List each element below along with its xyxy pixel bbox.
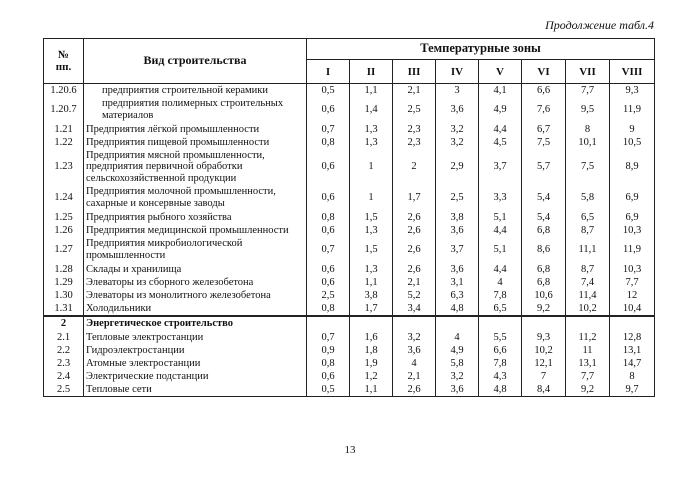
zone-value: 6,6 bbox=[479, 344, 522, 357]
zone-value: 2,5 bbox=[436, 185, 479, 211]
construction-kind: Предприятия пищевой промышленности bbox=[84, 136, 307, 149]
zone-value: 3,8 bbox=[436, 211, 479, 224]
zone-value: 2,3 bbox=[393, 123, 436, 136]
construction-kind: Холодильники bbox=[84, 302, 307, 316]
zone-value: 0,8 bbox=[307, 302, 350, 316]
zone-value: 13,1 bbox=[566, 357, 610, 370]
zone-value: 8,6 bbox=[522, 237, 566, 263]
zone-value: 3,2 bbox=[436, 370, 479, 383]
zone-value: 3,6 bbox=[393, 344, 436, 357]
zone-value: 1,3 bbox=[350, 224, 393, 237]
table-row bbox=[44, 149, 655, 185]
zone-value: 0,6 bbox=[307, 149, 350, 185]
zone-value: 1,5 bbox=[350, 237, 393, 263]
row-number: 1.22 bbox=[44, 136, 84, 149]
row-number: 1.26 bbox=[44, 224, 84, 237]
zone-value: 8,4 bbox=[522, 383, 566, 397]
column-header-number-line2: пп. bbox=[55, 61, 72, 73]
zone-value: 7,7 bbox=[566, 84, 610, 98]
construction-kind: Тепловые сети bbox=[84, 383, 307, 397]
zone-value: 8 bbox=[610, 370, 655, 383]
zone-value: 5,4 bbox=[522, 185, 566, 211]
table-row bbox=[44, 357, 655, 370]
zone-value: 3,7 bbox=[436, 237, 479, 263]
zone-value: 0,5 bbox=[307, 383, 350, 397]
zone-header: IV bbox=[436, 60, 479, 84]
zone-value: 2,6 bbox=[393, 263, 436, 276]
construction-kind: Предприятия молочной промышленности, сахарные и консервные заводы bbox=[84, 185, 307, 211]
zone-value: 4,4 bbox=[479, 263, 522, 276]
table-row bbox=[44, 383, 655, 397]
row-number: 2 bbox=[44, 316, 84, 331]
zone-value: 4,9 bbox=[479, 97, 522, 123]
row-number: 1.30 bbox=[44, 289, 84, 302]
zone-value: 7,6 bbox=[522, 97, 566, 123]
construction-kind: предприятия полимерных строительных материалов bbox=[84, 97, 307, 123]
zone-value: 6,8 bbox=[522, 224, 566, 237]
construction-kind: Предприятия лёгкой промышленности bbox=[84, 123, 307, 136]
zone-value: 2,5 bbox=[393, 97, 436, 123]
zone-value: 5,4 bbox=[522, 211, 566, 224]
zone-value: 3,3 bbox=[479, 185, 522, 211]
zone-value: 12 bbox=[610, 289, 655, 302]
table-body bbox=[44, 84, 655, 397]
zone-value: 6,3 bbox=[436, 289, 479, 302]
table-row bbox=[44, 263, 655, 276]
row-number: 1.27 bbox=[44, 237, 84, 263]
zone-value: 11,1 bbox=[566, 237, 610, 263]
zone-value: 1,3 bbox=[350, 263, 393, 276]
zone-value: 0,5 bbox=[307, 84, 350, 98]
zone-value: 6,8 bbox=[522, 263, 566, 276]
zone-value: 0,9 bbox=[307, 344, 350, 357]
zone-value: 2,3 bbox=[393, 136, 436, 149]
zone-value: 14,7 bbox=[610, 357, 655, 370]
construction-kind: Предприятия медицинской промышленности bbox=[84, 224, 307, 237]
zone-value: 10,3 bbox=[610, 263, 655, 276]
zone-value: 0,6 bbox=[307, 224, 350, 237]
row-number: 1.28 bbox=[44, 263, 84, 276]
zone-value: 8,9 bbox=[610, 149, 655, 185]
zone-value: 1,3 bbox=[350, 123, 393, 136]
zone-value: 7 bbox=[522, 370, 566, 383]
zone-value: 4,4 bbox=[479, 224, 522, 237]
zone-value: 7,8 bbox=[479, 357, 522, 370]
column-header-kind: Вид строительства bbox=[84, 39, 307, 84]
row-number: 2.5 bbox=[44, 383, 84, 397]
zone-value: 6,9 bbox=[610, 211, 655, 224]
zone-value: 3,2 bbox=[393, 331, 436, 344]
zone-value: 2,6 bbox=[393, 224, 436, 237]
zone-value: 1,7 bbox=[350, 302, 393, 316]
table-row bbox=[44, 289, 655, 302]
zone-value: 8 bbox=[566, 123, 610, 136]
row-number: 2.2 bbox=[44, 344, 84, 357]
zone-value: 5,1 bbox=[479, 211, 522, 224]
zone-value: 0,7 bbox=[307, 123, 350, 136]
row-number: 2.1 bbox=[44, 331, 84, 344]
zone-value: 4,4 bbox=[479, 123, 522, 136]
zone-value: 2,1 bbox=[393, 370, 436, 383]
row-number: 1.31 bbox=[44, 302, 84, 316]
row-number: 2.3 bbox=[44, 357, 84, 370]
zone-value: 3 bbox=[436, 84, 479, 98]
construction-kind: Тепловые электростанции bbox=[84, 331, 307, 344]
zone-value: 3,6 bbox=[436, 383, 479, 397]
row-number: 1.23 bbox=[44, 149, 84, 185]
zone-value: 2,1 bbox=[393, 84, 436, 98]
zone-value: 7,8 bbox=[479, 289, 522, 302]
zone-value: 3,2 bbox=[436, 123, 479, 136]
zone-value: 6,5 bbox=[566, 211, 610, 224]
zone-value: 6,6 bbox=[522, 84, 566, 98]
zone-value: 0,6 bbox=[307, 263, 350, 276]
row-number: 1.20.6 bbox=[44, 84, 84, 98]
zone-value: 6,5 bbox=[479, 302, 522, 316]
table-row bbox=[44, 237, 655, 263]
zone-value: 4,8 bbox=[479, 383, 522, 397]
row-number: 1.25 bbox=[44, 211, 84, 224]
table-row bbox=[44, 370, 655, 383]
zone-value: 7,7 bbox=[566, 370, 610, 383]
zone-value: 3,4 bbox=[393, 302, 436, 316]
zone-value: 1,6 bbox=[350, 331, 393, 344]
zone-value: 4,5 bbox=[479, 136, 522, 149]
zone-value: 1,7 bbox=[393, 185, 436, 211]
construction-kind: Элеваторы из сборного железобетона bbox=[84, 276, 307, 289]
zone-value: 2,6 bbox=[393, 211, 436, 224]
zone-value: 9 bbox=[610, 123, 655, 136]
zone-value: 1,4 bbox=[350, 97, 393, 123]
zone-header: VI bbox=[522, 60, 566, 84]
zone-value: 7,5 bbox=[522, 136, 566, 149]
zone-value: 2,9 bbox=[436, 149, 479, 185]
zone-value: 10,3 bbox=[610, 224, 655, 237]
zone-value: 6,9 bbox=[610, 185, 655, 211]
zone-value: 2,1 bbox=[393, 276, 436, 289]
zone-value bbox=[610, 316, 655, 331]
zone-header: VIII bbox=[610, 60, 655, 84]
zone-value: 4,3 bbox=[479, 370, 522, 383]
row-number: 1.29 bbox=[44, 276, 84, 289]
zone-value: 11,9 bbox=[610, 237, 655, 263]
table-row bbox=[44, 84, 655, 98]
zone-value: 0,6 bbox=[307, 370, 350, 383]
zone-value: 0,8 bbox=[307, 357, 350, 370]
zone-value: 2,6 bbox=[393, 237, 436, 263]
zone-value bbox=[566, 316, 610, 331]
zone-value: 4 bbox=[393, 357, 436, 370]
table-row bbox=[44, 224, 655, 237]
zone-value bbox=[307, 316, 350, 331]
zone-value: 11,9 bbox=[610, 97, 655, 123]
zone-value: 13,1 bbox=[610, 344, 655, 357]
zone-value: 8,7 bbox=[566, 224, 610, 237]
temperature-zones-table bbox=[43, 38, 655, 397]
row-number: 1.20.7 bbox=[44, 97, 84, 123]
table-row bbox=[44, 97, 655, 123]
zone-value: 3,6 bbox=[436, 263, 479, 276]
zone-value: 10,1 bbox=[566, 136, 610, 149]
zone-value: 1,1 bbox=[350, 84, 393, 98]
page-number: 13 bbox=[344, 444, 356, 456]
construction-kind: Склады и хранилища bbox=[84, 263, 307, 276]
table-row bbox=[44, 211, 655, 224]
zone-value: 1,1 bbox=[350, 276, 393, 289]
zone-value: 1,5 bbox=[350, 211, 393, 224]
row-number: 1.24 bbox=[44, 185, 84, 211]
zone-value: 7,7 bbox=[610, 276, 655, 289]
zone-value: 9,2 bbox=[522, 302, 566, 316]
zone-value: 0,6 bbox=[307, 276, 350, 289]
zone-value: 11,4 bbox=[566, 289, 610, 302]
zone-value: 1,8 bbox=[350, 344, 393, 357]
table-row bbox=[44, 276, 655, 289]
zone-value: 2 bbox=[393, 149, 436, 185]
zone-value: 5,2 bbox=[393, 289, 436, 302]
table-row bbox=[44, 136, 655, 149]
construction-kind: Электрические подстанции bbox=[84, 370, 307, 383]
zone-value: 7,4 bbox=[566, 276, 610, 289]
zone-header: III bbox=[393, 60, 436, 84]
zone-value: 0,6 bbox=[307, 97, 350, 123]
construction-kind: Предприятия мясной промышленности, предприятия первичной обработки сельскохозяйственной продукции bbox=[84, 149, 307, 185]
zone-value: 0,7 bbox=[307, 237, 350, 263]
column-header-number bbox=[44, 39, 84, 84]
zone-value: 5,7 bbox=[522, 149, 566, 185]
zone-header: II bbox=[350, 60, 393, 84]
zone-value: 1 bbox=[350, 185, 393, 211]
zone-value: 4 bbox=[436, 331, 479, 344]
section-row bbox=[44, 316, 655, 331]
zone-value: 4 bbox=[479, 276, 522, 289]
zone-value: 11 bbox=[566, 344, 610, 357]
zone-value: 1,3 bbox=[350, 136, 393, 149]
zone-value: 10,6 bbox=[522, 289, 566, 302]
zone-value: 6,8 bbox=[522, 276, 566, 289]
zone-value: 1,2 bbox=[350, 370, 393, 383]
construction-kind: Атомные электростанции bbox=[84, 357, 307, 370]
zone-value: 1,9 bbox=[350, 357, 393, 370]
zone-value: 6,7 bbox=[522, 123, 566, 136]
zone-value: 3,7 bbox=[479, 149, 522, 185]
zone-value: 0,7 bbox=[307, 331, 350, 344]
zone-value: 8,7 bbox=[566, 263, 610, 276]
column-header-number-line1: № bbox=[57, 48, 70, 61]
row-number: 2.4 bbox=[44, 370, 84, 383]
construction-kind: Гидроэлектростанции bbox=[84, 344, 307, 357]
construction-kind: Элеваторы из монолитного железобетона bbox=[84, 289, 307, 302]
zone-value bbox=[393, 316, 436, 331]
zone-value: 0,8 bbox=[307, 136, 350, 149]
zone-value: 12,1 bbox=[522, 357, 566, 370]
zone-value: 9,5 bbox=[566, 97, 610, 123]
zone-value: 4,9 bbox=[436, 344, 479, 357]
column-header-zones: Температурные зоны bbox=[307, 39, 655, 60]
zone-value: 3,6 bbox=[436, 224, 479, 237]
zone-value: 7,5 bbox=[566, 149, 610, 185]
zone-value: 9,3 bbox=[610, 84, 655, 98]
table-row bbox=[44, 123, 655, 136]
zone-header: V bbox=[479, 60, 522, 84]
zone-value: 0,6 bbox=[307, 185, 350, 211]
zone-value: 10,2 bbox=[566, 302, 610, 316]
zone-value: 5,8 bbox=[566, 185, 610, 211]
zone-value: 4,1 bbox=[479, 84, 522, 98]
zone-value: 0,8 bbox=[307, 211, 350, 224]
construction-kind: Предприятия микробиологической промышленности bbox=[84, 237, 307, 263]
zone-value bbox=[350, 316, 393, 331]
zone-value: 1 bbox=[350, 149, 393, 185]
table-row bbox=[44, 185, 655, 211]
zone-value: 5,1 bbox=[479, 237, 522, 263]
zone-value: 10,5 bbox=[610, 136, 655, 149]
zone-value: 11,2 bbox=[566, 331, 610, 344]
zone-value: 3,8 bbox=[350, 289, 393, 302]
zone-value: 2,6 bbox=[393, 383, 436, 397]
construction-kind: предприятия строительной керамики bbox=[84, 84, 307, 98]
zone-value bbox=[479, 316, 522, 331]
zone-value: 1,1 bbox=[350, 383, 393, 397]
row-number: 1.21 bbox=[44, 123, 84, 136]
zone-header: I bbox=[307, 60, 350, 84]
zone-value bbox=[522, 316, 566, 331]
zone-value: 3,6 bbox=[436, 97, 479, 123]
table-row bbox=[44, 302, 655, 316]
zone-value: 5,5 bbox=[479, 331, 522, 344]
zone-value: 12,8 bbox=[610, 331, 655, 344]
zone-value: 3,1 bbox=[436, 276, 479, 289]
zone-value: 10,4 bbox=[610, 302, 655, 316]
construction-kind: Предприятия рыбного хозяйства bbox=[84, 211, 307, 224]
table-row bbox=[44, 344, 655, 357]
table-row bbox=[44, 331, 655, 344]
zone-value: 3,2 bbox=[436, 136, 479, 149]
zone-value: 9,7 bbox=[610, 383, 655, 397]
zone-value bbox=[436, 316, 479, 331]
construction-kind: Энергетическое строительство bbox=[84, 316, 307, 331]
zone-value: 2,5 bbox=[307, 289, 350, 302]
zone-value: 9,2 bbox=[566, 383, 610, 397]
table-continuation-caption: Продолжение табл.4 bbox=[545, 18, 654, 32]
zone-value: 9,3 bbox=[522, 331, 566, 344]
zone-value: 5,8 bbox=[436, 357, 479, 370]
zone-header: VII bbox=[566, 60, 610, 84]
zone-value: 4,8 bbox=[436, 302, 479, 316]
zone-value: 10,2 bbox=[522, 344, 566, 357]
